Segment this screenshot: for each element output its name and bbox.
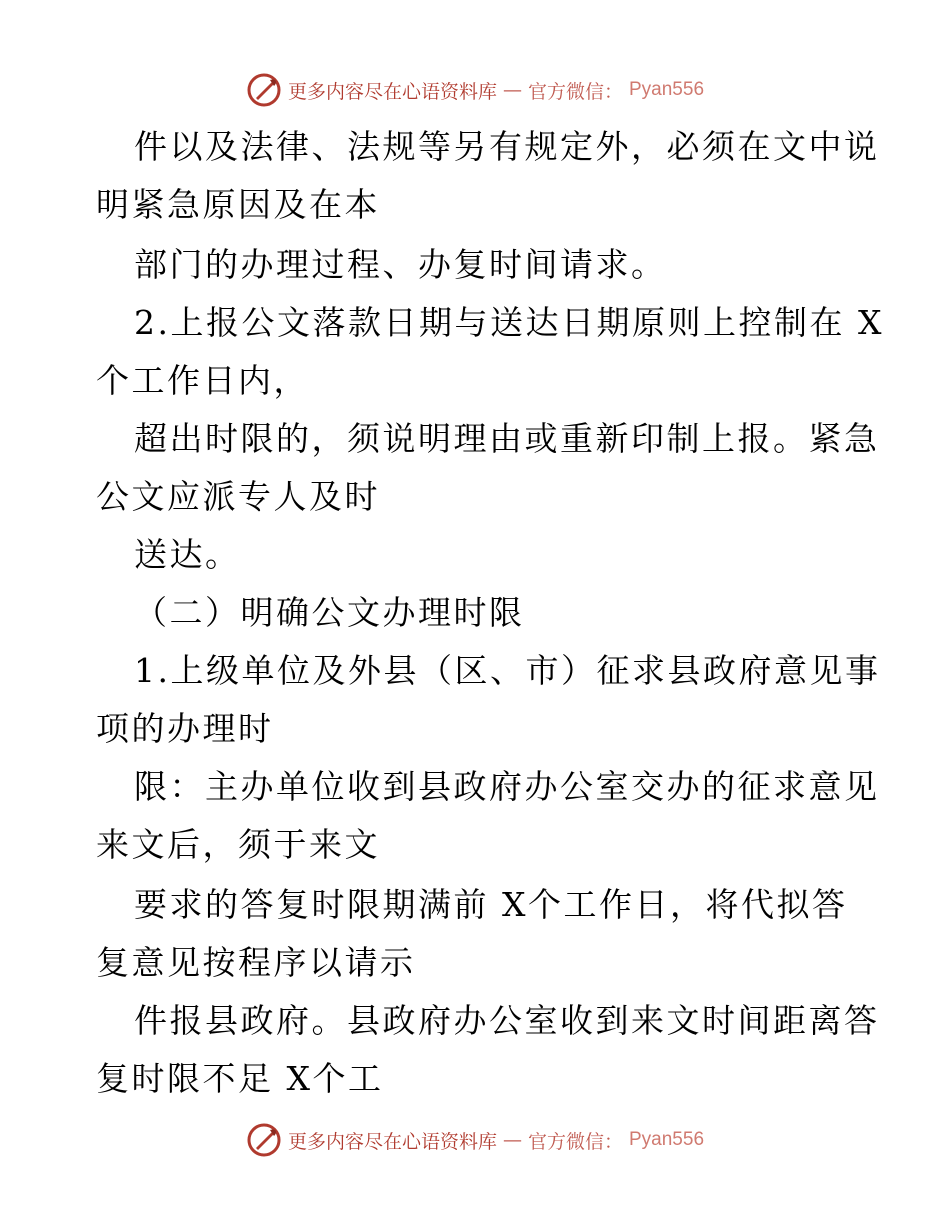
banner-label: 官方微信： xyxy=(527,80,623,103)
body-line: 限：主办单位收到县政府办公室交办的征求意见 xyxy=(134,767,880,806)
body-line: 1.上级单位及外县（区、市）征求县政府意见事 xyxy=(134,651,881,690)
body-line: 2.上报公文落款日期与送达日期原则上控制在 X xyxy=(134,303,884,342)
banner-dash: — xyxy=(502,1129,522,1151)
body-line: 公文应派专人及时 xyxy=(96,477,380,516)
body-line: 送达。 xyxy=(134,535,241,574)
quill-logo-icon xyxy=(246,1122,282,1158)
body-line: 个工作日内， xyxy=(96,361,309,400)
body-line: 件报县政府。县政府办公室收到来文时间距离答 xyxy=(134,1001,880,1040)
banner-dash: — xyxy=(502,79,522,101)
banner-slogan: 更多内容尽在心语资料库 xyxy=(287,80,497,103)
body-line: 明紧急原因及在本 xyxy=(96,185,380,224)
section-heading: （二）明确公文办理时限 xyxy=(134,593,525,632)
header-banner xyxy=(0,70,950,110)
body-line: 复意见按程序以请示 xyxy=(96,943,416,982)
body-line: 复时限不足 X个工 xyxy=(96,1059,384,1098)
body-line: 超出时限的，须说明理由或重新印制上报。紧急 xyxy=(134,419,880,458)
banner-wechat-id: Pyan556 xyxy=(629,1129,705,1150)
body-line: 要求的答复时限期满前 X个工作日，将代拟答 xyxy=(134,885,848,924)
banner-wechat-id: Pyan556 xyxy=(629,79,705,100)
body-line: 件以及法律、法规等另有规定外，必须在文中说 xyxy=(134,127,880,166)
banner-slogan: 更多内容尽在心语资料库 xyxy=(287,1130,497,1153)
quill-logo-icon xyxy=(246,72,282,108)
footer-banner xyxy=(0,1120,950,1160)
body-line: 项的办理时 xyxy=(96,709,274,748)
banner-label: 官方微信： xyxy=(527,1130,623,1153)
body-line: 部门的办理过程、办复时间请求。 xyxy=(134,245,667,284)
body-line: 来文后，须于来文 xyxy=(96,825,380,864)
